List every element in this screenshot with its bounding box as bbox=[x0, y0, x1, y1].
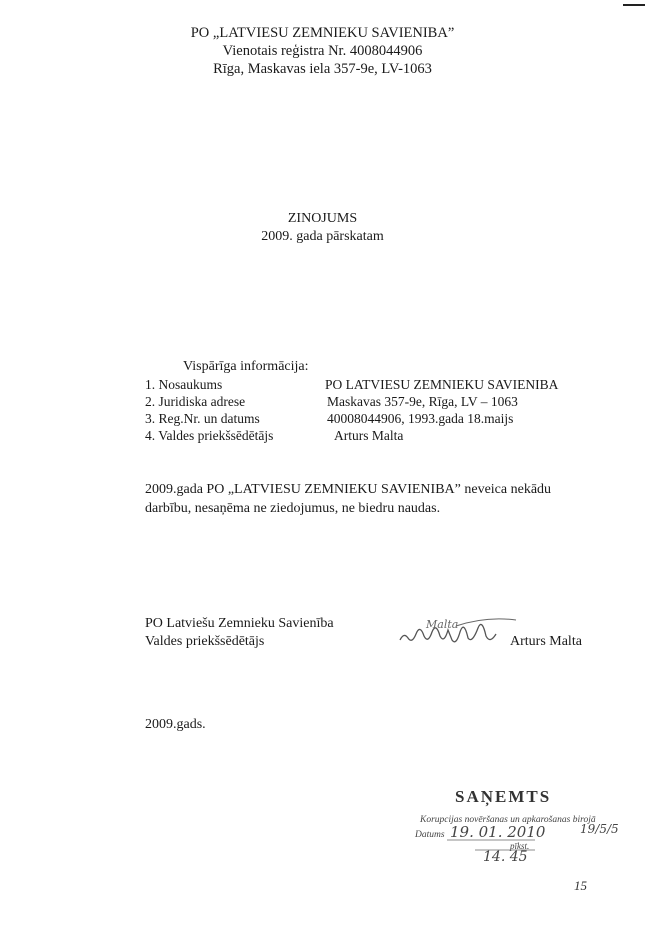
page-number: 15 bbox=[574, 878, 587, 893]
handwritten-signature bbox=[396, 610, 526, 650]
report-title: ZINOJUMS bbox=[287, 211, 358, 226]
received-stamp bbox=[415, 785, 645, 875]
svg-text:19. 01. 2010: 19. 01. 2010 bbox=[450, 823, 546, 841]
stamp-time-label: pīkst. bbox=[510, 841, 530, 851]
info-value-reg: 40008044906, 1993.gada 18.maijs bbox=[327, 411, 514, 426]
svg-text:Malta: Malta bbox=[426, 618, 459, 631]
info-label-reg: 3. Reg.Nr. un datums bbox=[145, 411, 260, 426]
signature-role: Valdes priekšsēdētājs bbox=[145, 634, 265, 649]
body-line-2: darbību, nesaņēma ne ziedojumus, ne biedru naudas. bbox=[145, 501, 441, 516]
svg-text:19/5/5: 19/5/5 bbox=[580, 822, 619, 836]
info-label-chair: 4. Valdes priekšsēdētājs bbox=[145, 428, 274, 443]
info-value-chair: Arturs Malta bbox=[334, 428, 404, 443]
registration-number: Vienotais reģistra Nr. 4008044906 bbox=[222, 43, 423, 59]
stamp-handwriting bbox=[415, 785, 645, 875]
info-heading: Vispārīga informācija: bbox=[183, 359, 309, 374]
svg-text:14. 45: 14. 45 bbox=[483, 849, 528, 865]
info-value-name: PO LATVIESU ZEMNIEKU SAVIENIBA bbox=[325, 377, 559, 392]
stamp-title: SAŅEMTS bbox=[455, 787, 552, 806]
info-label-name: 1. Nosaukums bbox=[145, 377, 223, 392]
report-subtitle: 2009. gada pārskatam bbox=[261, 229, 384, 244]
signature-org: PO Latviešu Zemnieku Savienība bbox=[145, 616, 334, 631]
org-name: PO „LATVIESU ZEMNIEKU SAVIENIBA” bbox=[190, 25, 455, 41]
signature-name: Arturs Malta bbox=[510, 634, 582, 649]
stamp-date-label: Datums bbox=[415, 830, 445, 840]
document-date: 2009.gads. bbox=[145, 717, 206, 732]
info-label-address: 2. Juridiska adrese bbox=[145, 394, 246, 409]
info-value-address: Maskavas 357-9e, Rīga, LV – 1063 bbox=[327, 394, 518, 409]
corner-mark bbox=[623, 4, 645, 6]
body-line-1: 2009.gada PO „LATVIESU ZEMNIEKU SAVIENIBA” neveica nekādu bbox=[145, 482, 552, 497]
org-address: Rīga, Maskavas iela 357-9e, LV-1063 bbox=[213, 61, 432, 77]
stamp-org-line: Korupcijas novēršanas un apkarošanas birojā bbox=[420, 815, 596, 825]
